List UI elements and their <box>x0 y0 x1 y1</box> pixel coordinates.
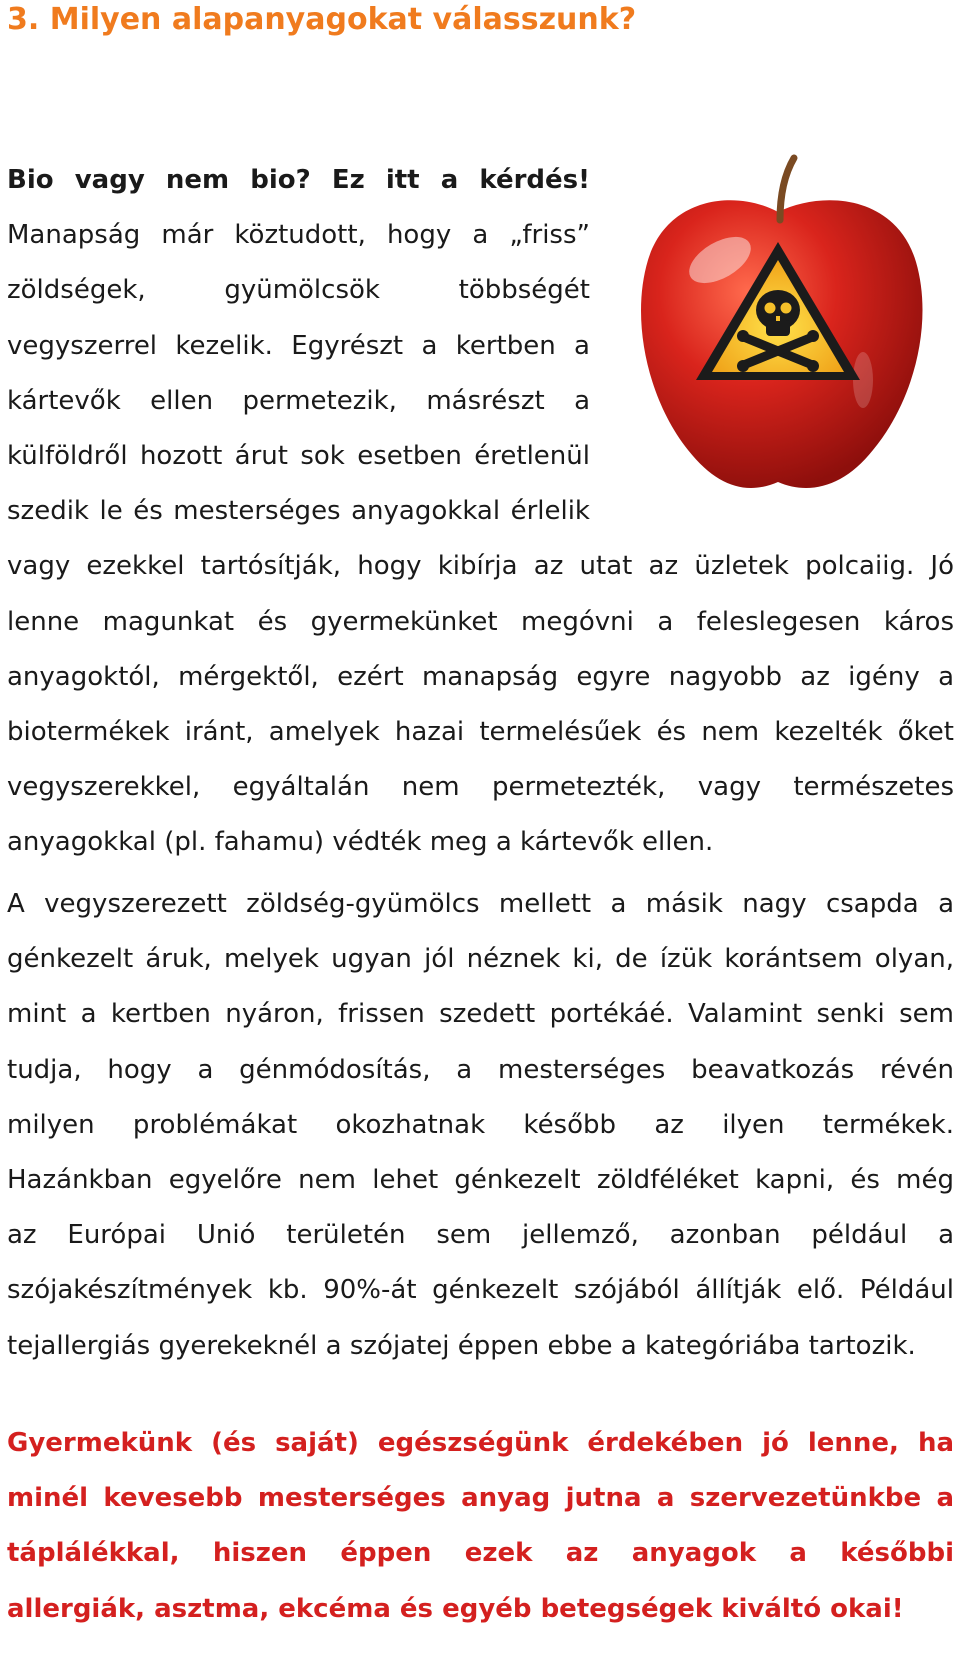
paragraph-line: Hazánkban egyelőre nem lehet génkezelt zöldféléket kapni, és még <box>7 1164 954 1195</box>
paragraph-line: tejallergiás gyerekeknél a szójatej éppen ebbe a kategóriába tartozik. <box>7 1330 916 1361</box>
paragraph-line: külföldről hozott árut sok esetben éretlenül <box>7 440 590 471</box>
paragraph-line: vegyszerrel kezelik. Egyrészt a kertben a <box>7 330 590 361</box>
warning-line: Gyermekünk (és saját) egészségünk érdekében jó lenne, ha <box>7 1428 954 1458</box>
paragraph-line: biotermékek iránt, amelyek hazai termelésűek és nem kezelték őket <box>7 716 954 747</box>
paragraph-line: zöldségek, gyümölcsök többségét <box>7 275 590 306</box>
paragraph-line: kártevők ellen permetezik, másrészt a <box>7 385 590 416</box>
paragraph-line: milyen problémákat okozhatnak később az ilyen termékek. <box>7 1109 954 1140</box>
paragraph-line: szójakészítmények kb. 90%-át génkezelt szójából állítják elő. Például <box>7 1275 954 1306</box>
paragraph-line: génkezelt áruk, melyek ugyan jól néznek ki, de ízük korántsem olyan, <box>7 944 954 975</box>
paragraph-line: vagy ezekkel tartósítják, hogy kibírja az utat az üzletek polcaiig. Jó <box>7 551 954 582</box>
paragraph-line: szedik le és mesterséges anyagokkal érlelik <box>7 496 590 527</box>
gmo-paragraph <box>7 877 954 1374</box>
paragraph-line: lenne magunkat és gyermekünket megóvni a feleslegesen káros <box>7 606 954 637</box>
intro-paragraph <box>7 153 954 870</box>
paragraph-line: az Európai Unió területén sem jellemző, azonban például a <box>7 1220 954 1251</box>
paragraph-line: A vegyszerezett zöldség-gyümölcs mellett a másik nagy csapda a <box>7 889 954 919</box>
paragraph-line: anyagoktól, mérgektől, ezért manapság egyre nagyobb az igény a <box>7 661 954 692</box>
paragraph-line: Manapság már köztudott, hogy a „friss” <box>7 220 590 251</box>
warning-line: allergiák, asztma, ekcéma és egyéb betegségek kiváltó okai! <box>7 1593 904 1624</box>
warning-line: minél kevesebb mesterséges anyag jutna a szervezetünkbe a <box>7 1483 954 1514</box>
paragraph-line: mint a kertben nyáron, frissen szedett portékáé. Valamint senki sem <box>7 999 954 1030</box>
warning-paragraph <box>7 1416 954 1637</box>
warning-line: táplálékkal, hiszen éppen ezek az anyagok a későbbi <box>7 1538 954 1569</box>
paragraph-line: vegyszerekkel, egyáltalán nem permetezték, vagy természetes <box>7 772 954 803</box>
section-heading: 3. Milyen alapanyagokat válasszunk? <box>7 2 637 37</box>
paragraph-line: Bio vagy nem bio? Ez itt a kérdés! <box>7 165 590 195</box>
paragraph-line: tudja, hogy a génmódosítás, a mesterséges beavatkozás révén <box>7 1054 954 1085</box>
paragraph-line: anyagokkal (pl. fahamu) védték meg a kártevők ellen. <box>7 827 714 858</box>
